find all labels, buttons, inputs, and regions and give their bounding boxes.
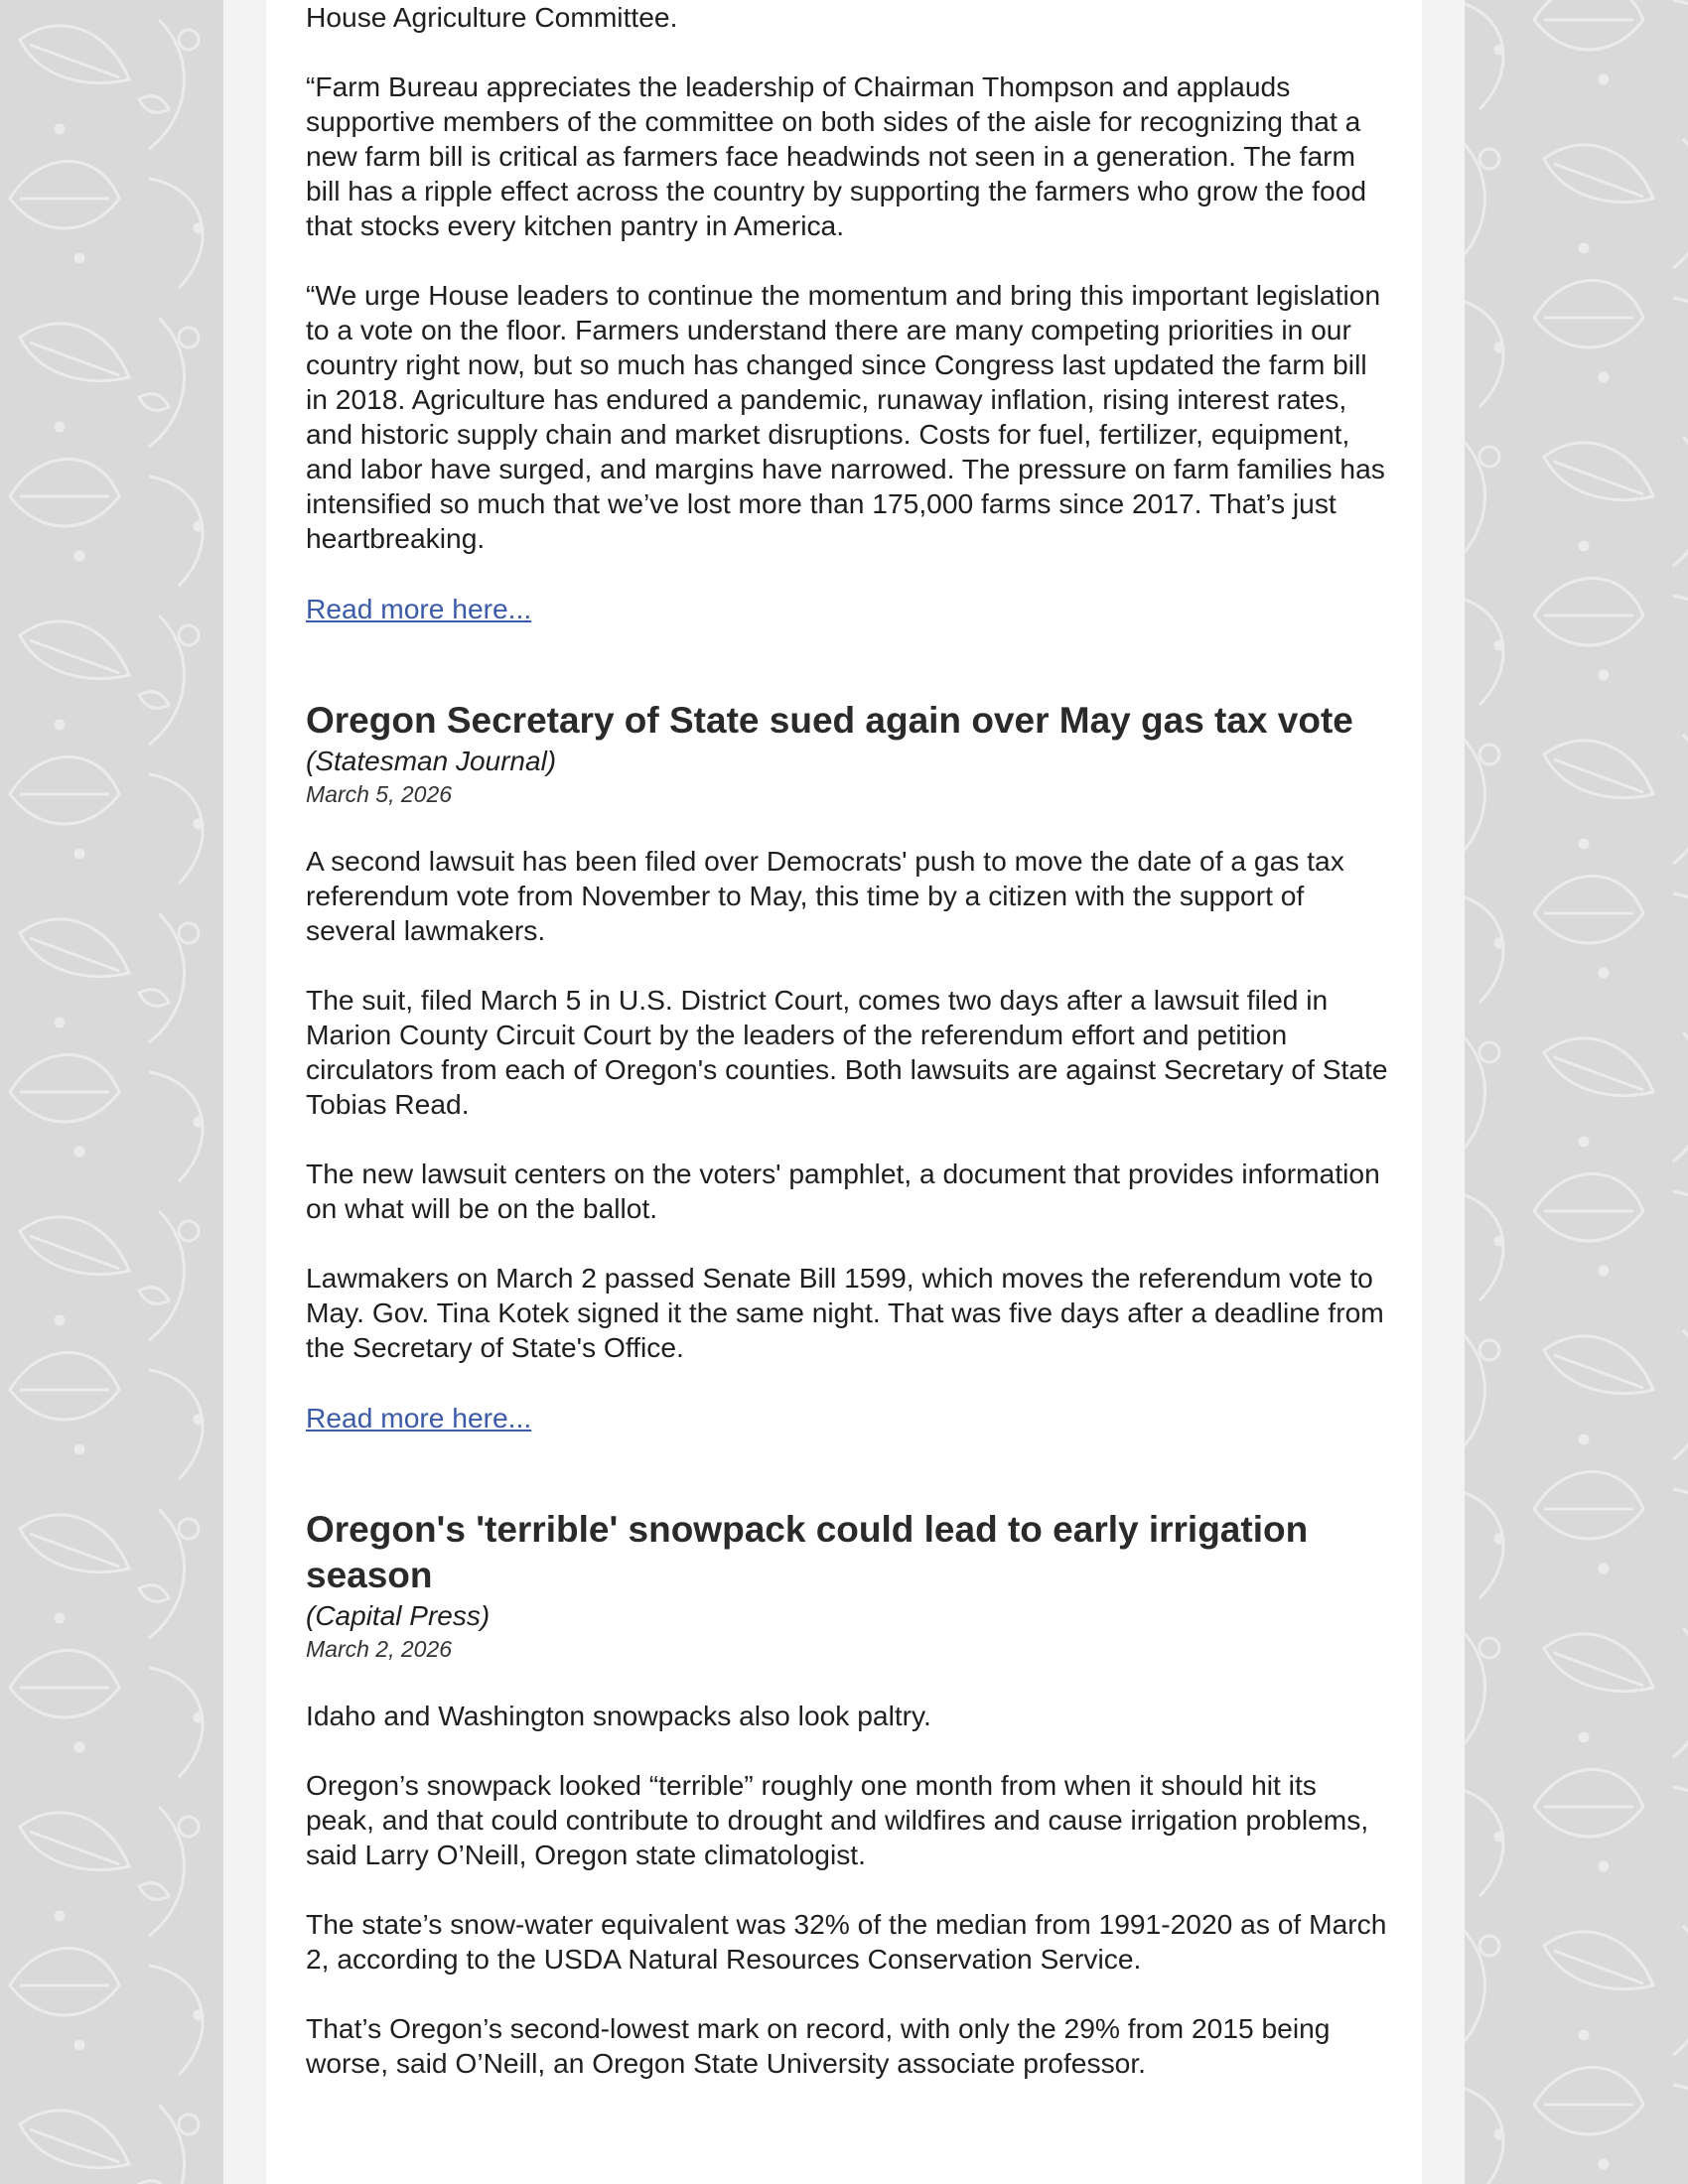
article-date: March 5, 2026 bbox=[306, 781, 453, 807]
article-paragraph: “We urge House leaders to continue the momentum and bring this important legislation to a vote on the floor. Farmers understand there are many competing priorities in our country right now, but so much has changed since Congress last updated the farm bill in 2018. Agriculture has endured a pandemic, runaway inflation, rising interest rates, and historic supply chain and market disruptions. Costs for fuel, fertilizer, equipment, and labor have surged, and margins have narrowed. The pressure on farm families has intensified so much that we’ve lost more than 175,000 farms since 2017. That’s just heartbreaking. bbox=[306, 279, 1385, 554]
background-pattern-left bbox=[0, 0, 223, 2184]
article-snowpack bbox=[306, 1507, 1390, 2081]
article-paragraph: The suit, filed March 5 in U.S. District Court, comes two days after a lawsuit filed in Marion County Circuit Court by the leaders of the referendum effort and petition circulators from each of Oregon's counties. Both lawsuits are against Secretary of State Tobias Read. bbox=[306, 984, 1388, 1120]
article-paragraph: Idaho and Washington snowpacks also look paltry. bbox=[306, 1700, 931, 1731]
floral-pattern-icon bbox=[1465, 0, 1688, 2184]
article-paragraph: The new lawsuit centers on the voters' pamphlet, a document that provides information on what will be on the ballot. bbox=[306, 1158, 1380, 1224]
read-more-link[interactable]: Read more here... bbox=[306, 593, 532, 624]
newsletter-outer-frame bbox=[223, 0, 1465, 2184]
article-paragraph: A second lawsuit has been filed over Democrats' push to move the date of a gas tax referendum vote from November to May, this time by a citizen with the support of several lawmakers. bbox=[306, 845, 1344, 946]
article-source: (Capital Press) bbox=[306, 1600, 491, 1631]
article-paragraph: The state’s snow-water equivalent was 32% of the median from 1991-2020 as of March 2, according to the USDA Natural Resources Conservation Service. bbox=[306, 1908, 1387, 1975]
floral-pattern-icon bbox=[0, 0, 223, 2184]
newsletter-content bbox=[306, 0, 1390, 2081]
read-more-link[interactable]: Read more here... bbox=[306, 1402, 532, 1433]
article-paragraph: That’s Oregon’s second-lowest mark on record, with only the 29% from 2015 being worse, said O’Neill, an Oregon State University associate professor. bbox=[306, 2012, 1331, 2079]
lead-article bbox=[306, 0, 1390, 626]
article-paragraph: “Farm Bureau appreciates the leadership of Chairman Thompson and applauds supportive members of the committee on both sides of the aisle for recognizing that a new farm bill is critical as farmers face headwinds not seen in a generation. The farm bill has a ripple effect across the country by supporting the farmers who grow the food that stocks every kitchen pantry in America. bbox=[306, 70, 1367, 241]
article-title: Oregon's 'terrible' snowpack could lead to early irrigation season bbox=[306, 1509, 1309, 1595]
article-paragraph: Oregon’s snowpack looked “terrible” roughly one month from when it should hit its peak, and that could contribute to drought and wildfires and cause irrigation problems, said Larry O’Neill, Oregon state climatologist. bbox=[306, 1769, 1369, 1870]
article-paragraph: Lawmakers on March 2 passed Senate Bill 1599, which moves the referendum vote to May. Gov. Tina Kotek signed it the same night. That was five days after a deadline from the Secretary of State's Office. bbox=[306, 1262, 1384, 1363]
article-title: Oregon Secretary of State sued again over May gas tax vote bbox=[306, 700, 1353, 741]
article-gas-tax bbox=[306, 698, 1390, 1435]
article-paragraph: House Agriculture Committee. bbox=[306, 1, 678, 33]
newsletter-card bbox=[266, 0, 1422, 2184]
article-source: (Statesman Journal) bbox=[306, 746, 557, 776]
background-pattern-right bbox=[1465, 0, 1688, 2184]
article-date: March 2, 2026 bbox=[306, 1636, 453, 1662]
